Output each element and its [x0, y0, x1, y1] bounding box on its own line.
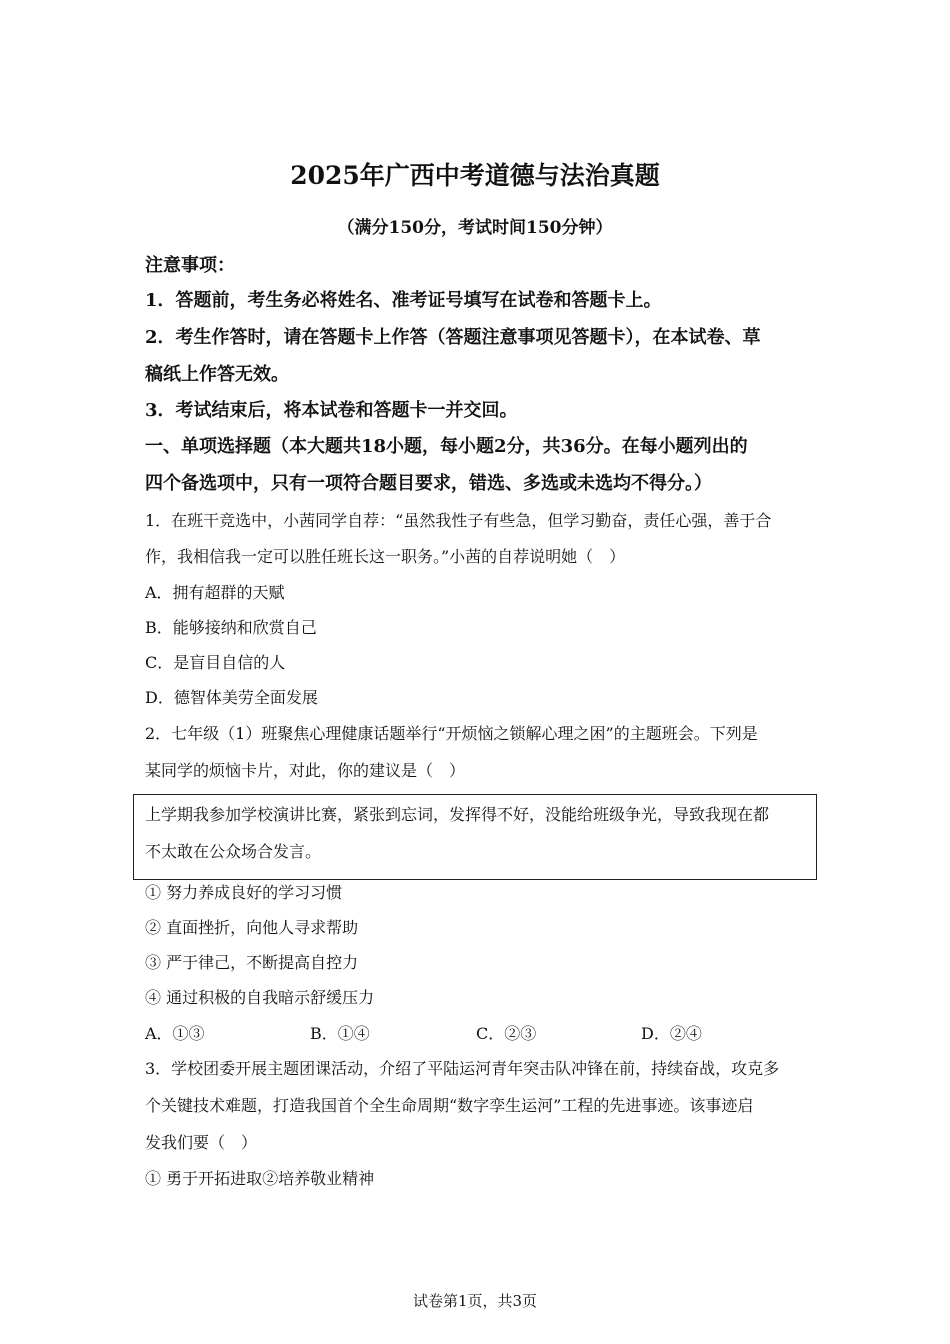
notes-heading: 注意事项： — [145, 255, 235, 276]
notes-item-2-line-1: 2．考生作答时，请在答题卡上作答（答题注意事项见答题卡），在本试卷、草 — [145, 327, 761, 348]
question-3-statements: ① 勇于开拓进取②培养敬业精神 — [145, 1169, 375, 1188]
question-2-option-a: A．①③ — [145, 1024, 205, 1043]
section-1-heading-line-2: 四个备选项中，只有一项符合题目要求，错选、多选或未选均不得分。） — [145, 473, 712, 494]
question-1-option-a: A．拥有超群的天赋 — [145, 583, 285, 602]
question-2-statement-3: ③ 严于律己，不断提高自控力 — [145, 953, 359, 972]
question-3-stem-line-3: 发我们要（ ） — [145, 1133, 258, 1152]
question-2-stem-line-2: 某同学的烦恼卡片，对此，你的建议是（ ） — [145, 761, 466, 780]
notes-item-1: 1．答题前，考生务必将姓名、准考证号填写在试卷和答题卡上。 — [145, 290, 662, 311]
question-1-option-d: D．德智体美劳全面发展 — [145, 688, 318, 707]
question-2-option-b: B．①④ — [310, 1024, 370, 1043]
question-2-statement-1: ① 努力养成良好的学习习惯 — [145, 883, 343, 902]
worry-card-box — [133, 794, 817, 880]
page-subtitle: （满分150分，考试时间150分钟） — [337, 218, 613, 238]
notes-item-2-line-2: 稿纸上作答无效。 — [145, 364, 289, 385]
question-1-option-b: B．能够接纳和欣赏自己 — [145, 618, 317, 637]
page-footer: 试卷第1页，共3页 — [412, 1292, 538, 1310]
question-3-stem-line-2: 个关键技术难题，打造我国首个全生命周期“数字孪生运河”工程的先进事迹。该事迹启 — [145, 1096, 754, 1115]
question-2-option-d: D．②④ — [641, 1024, 702, 1043]
worry-card-line-2: 不太敢在公众场合发言。 — [145, 842, 322, 861]
question-2-option-c: C．②③ — [476, 1024, 537, 1043]
question-2-statement-2: ② 直面挫折，向他人寻求帮助 — [145, 918, 359, 937]
question-3-stem-line-1: 3．学校团委开展主题团课活动，介绍了平陆运河青年突击队冲锋在前，持续奋战，攻克多 — [145, 1059, 780, 1078]
page-title: 2025年广西中考道德与法治真题 — [290, 161, 660, 190]
notes-item-3: 3．考试结束后，将本试卷和答题卡一并交回。 — [145, 400, 518, 421]
question-1-stem-line-2: 作，我相信我一定可以胜任班长这一职务。”小茜的自荐说明她（ ） — [145, 547, 626, 566]
question-2-stem-line-1: 2．七年级（1）班聚焦心理健康话题举行“开烦恼之锁解心理之困”的主题班会。下列是 — [145, 724, 758, 743]
question-2-statement-4: ④ 通过积极的自我暗示舒缓压力 — [145, 988, 375, 1007]
question-1-option-c: C．是盲目自信的人 — [145, 653, 286, 672]
worry-card-line-1: 上学期我参加学校演讲比赛，紧张到忘词，发挥得不好，没能给班级争光，导致我现在都 — [145, 805, 770, 824]
question-1-stem-line-1: 1．在班干竞选中，小茜同学自荐：“虽然我性子有些急，但学习勤奋，责任心强，善于合 — [145, 511, 772, 530]
section-1-heading-line-1: 一、单项选择题（本大题共18小题，每小题2分，共36分。在每小题列出的 — [145, 436, 748, 457]
